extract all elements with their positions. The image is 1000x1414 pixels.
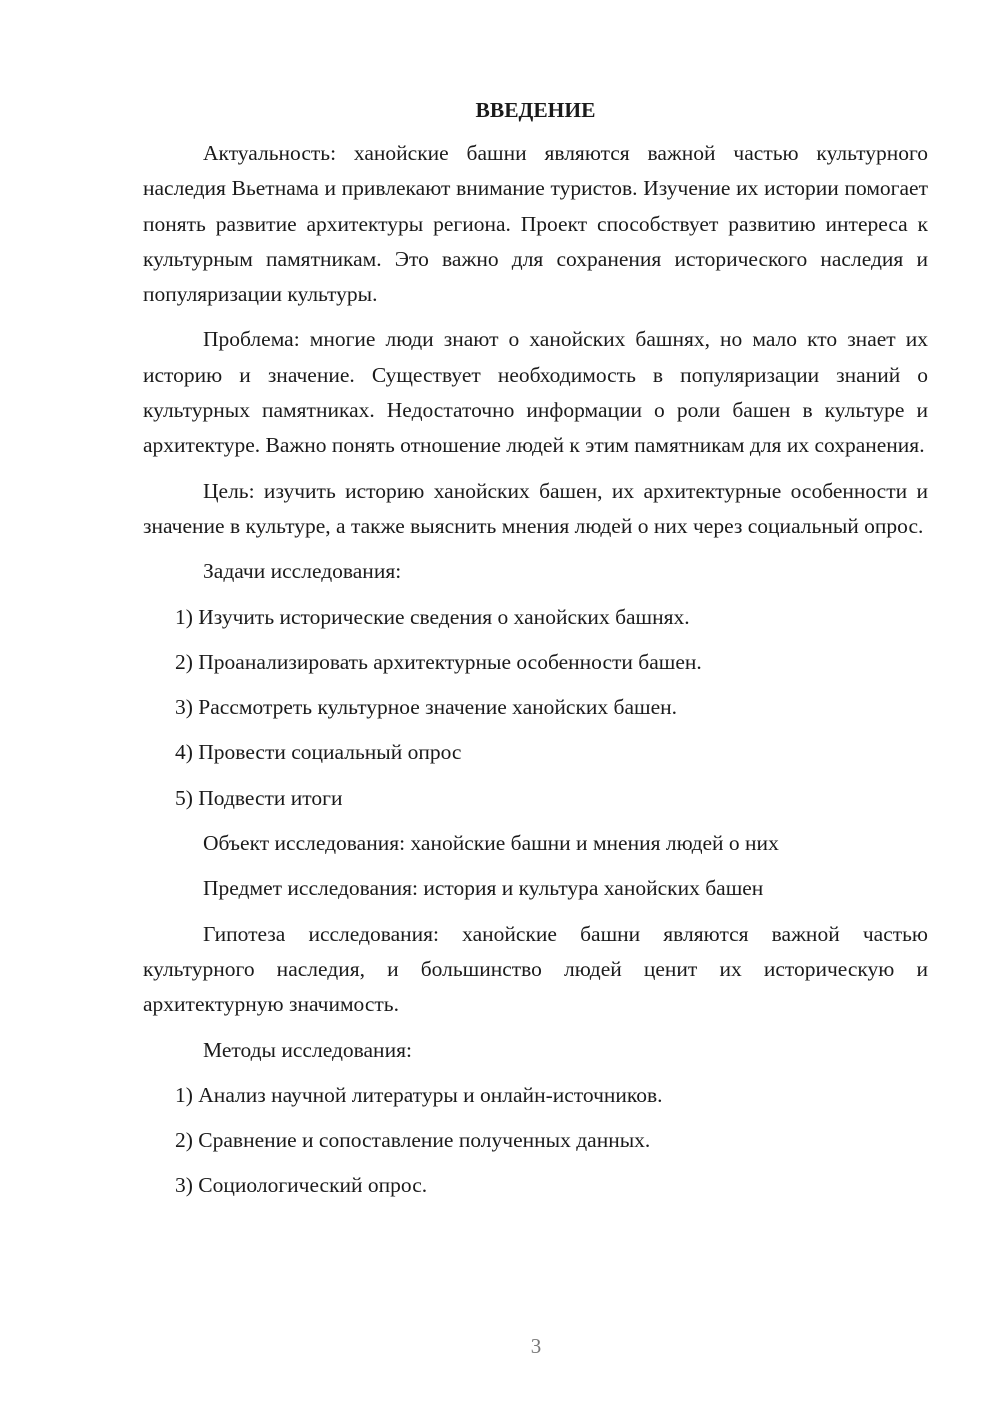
tasks-heading: Задачи исследования: bbox=[203, 559, 402, 584]
section-title: ВВЕДЕНИЕ bbox=[475, 98, 596, 122]
method-item: 1) Анализ научной литературы и онлайн-источников. bbox=[175, 1082, 663, 1107]
goal-paragraph: Цель: изучить историю ханойских башен, их архитектурные особенности и значение в культуре, а также выяснить мнения людей о них через социальный опрос. bbox=[143, 478, 928, 538]
relevance-paragraph: Актуальность: ханойские башни являются важной частью культурного наследия Вьетнама и привлекают внимание туристов. Изучение их истории помогает понять развитие архитектуры региона. Проект способствует развитию интереса к культурным памятникам. Это важно для сохранения исторического наследия и популяризации культуры. bbox=[143, 141, 928, 307]
task-item: 2) Проанализировать архитектурные особенности башен. bbox=[175, 649, 702, 674]
task-item: 4) Провести социальный опрос bbox=[175, 740, 462, 765]
object-line: Объект исследования: ханойские башни и мнения людей о них bbox=[203, 831, 779, 856]
methods-heading: Методы исследования: bbox=[203, 1037, 412, 1062]
page-number: 3 bbox=[530, 1334, 542, 1358]
task-item: 5) Подвести итоги bbox=[175, 785, 343, 810]
method-item: 2) Сравнение и сопоставление полученных данных. bbox=[175, 1128, 651, 1153]
problem-paragraph: Проблема: многие люди знают о ханойских башнях, но мало кто знает их историю и значение. Существует необходимость в популяризации знаний о культурных памятниках. Недостаточно информации о роли башен в культуре и архитектуре. Важно понять отношение людей к этим памятникам для их сохранения. bbox=[143, 327, 928, 458]
task-item: 3) Рассмотреть культурное значение ханойских башен. bbox=[175, 695, 677, 720]
task-item: 1) Изучить исторические сведения о ханойских башнях. bbox=[175, 604, 690, 629]
subject-line: Предмет исследования: история и культура ханойских башен bbox=[203, 876, 764, 901]
document-page bbox=[143, 94, 928, 1214]
hypothesis-paragraph: Гипотеза исследования: ханойские башни являются важной частью культурного наследия, и большинство людей ценит их историческую и архитектурную значимость. bbox=[143, 921, 928, 1017]
method-item: 3) Социологический опрос. bbox=[175, 1173, 428, 1198]
